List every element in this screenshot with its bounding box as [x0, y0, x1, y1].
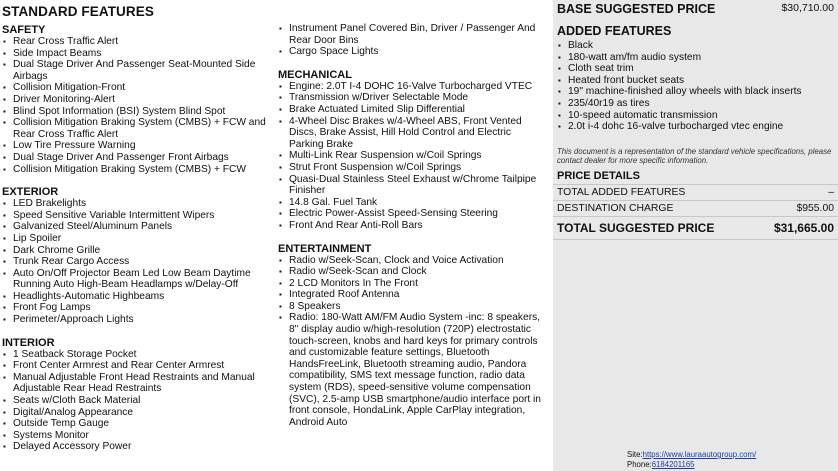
middle-column — [278, 23, 543, 428]
price-detail-row — [553, 184, 838, 200]
feature-item: ▪ Headlights-Automatic Highbeams — [2, 291, 272, 303]
feature-item: ▪ Speed Sensitive Variable Intermittent Wipers — [2, 210, 272, 222]
phone-link[interactable]: 6184201165 — [651, 459, 695, 469]
price-detail-value: – — [828, 186, 834, 198]
section-heading-safety: SAFETY — [2, 24, 46, 36]
feature-item: ▪ Driver Monitoring-Alert — [2, 94, 272, 106]
feature-item: ▪ Instrument Panel Covered Bin, Driver / Passenger And Rear Door Bins — [278, 23, 543, 46]
middle-sections — [278, 23, 543, 428]
feature-item: ▪ Dual Stage Driver And Passenger Seat-Mounted Side Airbags — [2, 59, 272, 82]
section-gap — [278, 232, 543, 243]
added-feature-item: ▪ 2.0t i-4 dohc 16-valve turbocharged vtec engine — [557, 121, 838, 133]
left-sections — [2, 24, 272, 453]
feature-item: ▪ Systems Monitor — [2, 430, 272, 442]
total-price-value: $31,665.00 — [773, 220, 834, 235]
feature-item: ▪ Electric Power-Assist Speed-Sensing Steering — [278, 208, 543, 220]
added-features-list — [553, 40, 838, 133]
pricing-panel — [553, 0, 838, 471]
feature-item: ▪ Manual Adjustable Front Head Restraints and Manual Adjustable Rear Head Restraints — [2, 372, 272, 395]
feature-item: ▪ Low Tire Pressure Warning — [2, 140, 272, 152]
feature-item: ▪ Dark Chrome Grille — [2, 245, 272, 257]
price-details-rows — [553, 184, 838, 216]
feature-item: ▪ Galvanized Steel/Aluminum Panels — [2, 221, 272, 233]
feature-item: ▪ 1 Seatback Storage Pocket — [2, 349, 272, 361]
feature-item: ▪ Cargo Space Lights — [278, 46, 543, 58]
feature-item: ▪ Lip Spoiler — [2, 233, 272, 245]
feature-item: ▪ Integrated Roof Antenna — [278, 289, 543, 301]
feature-item: ▪ Collision Mitigation Braking System (CMBS) + FCW and Rear Cross Traffic Alert — [2, 117, 272, 140]
added-feature-item: ▪ 10-speed automatic transmission — [557, 110, 838, 122]
base-price-label: BASE SUGGESTED PRICE — [557, 2, 716, 16]
feature-item: ▪ Rear Cross Traffic Alert — [2, 36, 272, 48]
feature-list — [2, 349, 272, 453]
price-detail-value: $955.00 — [796, 202, 834, 214]
added-features-heading: ADDED FEATURES — [557, 24, 672, 38]
feature-item: ▪ 2 LCD Monitors In The Front — [278, 278, 543, 290]
section-gap — [2, 326, 272, 337]
added-feature-item: ▪ Black — [557, 40, 838, 52]
base-price-row — [553, 0, 838, 16]
site-line — [627, 450, 756, 460]
feature-item: ▪ Radio w/Seek-Scan and Clock — [278, 266, 543, 278]
feature-item: ▪ Dual Stage Driver And Passenger Front Airbags — [2, 152, 272, 164]
site-label: Site: — [627, 450, 643, 459]
feature-list — [278, 255, 543, 429]
feature-item: ▪ 4-Wheel Disc Brakes w/4-Wheel ABS, Front Vented Discs, Brake Assist, Hill Hold Control and Electric Parking Brake — [278, 116, 543, 151]
feature-list — [2, 36, 272, 175]
dealer-footer — [627, 450, 756, 469]
phone-line — [627, 460, 756, 470]
section-heading-interior: INTERIOR — [2, 336, 55, 349]
feature-item: ▪ Blind Spot Information (BSI) System Blind Spot — [2, 106, 272, 118]
feature-item: ▪ Multi-Link Rear Suspension w/Coil Springs — [278, 150, 543, 162]
base-price-value: $30,710.00 — [781, 2, 834, 14]
feature-item: ▪ Brake Actuated Limited Slip Differential — [278, 104, 543, 116]
left-column — [2, 0, 272, 453]
added-feature-item: ▪ 235/40r19 as tires — [557, 98, 838, 110]
price-detail-label: TOTAL ADDED FEATURES — [557, 186, 686, 198]
feature-item: ▪ Radio w/Seek-Scan, Clock and Voice Activation — [278, 255, 543, 267]
price-detail-label: DESTINATION CHARGE — [557, 202, 674, 214]
feature-item: ▪ Strut Front Suspension w/Coil Springs — [278, 162, 543, 174]
section-gap — [2, 175, 272, 186]
feature-item: ▪ 14.8 Gal. Fuel Tank — [278, 197, 543, 209]
feature-item: ▪ Radio: 180-Watt AM/FM Audio System -inc: 8 speakers, 8" display audio w/high-resolution (720P) electrostatic touch-screen, knobs and hard keys for primary controls and customizable feature settings, Bluetooth HandsFreeLink, Bluetooth streaming audio, Pandora compatibility, SMS text message function, radio data system (RDS), speed-sensitive volume compensation (SVC), 2.5-amp USB smartphone/audio interface port in front console, HondaLink, Apple CarPlay integration, Android Auto — [278, 312, 543, 428]
disclaimer: This document is a representation of the standard vehicle specifications, please contact dealer for more specific information. — [557, 146, 832, 166]
feature-item: ▪ Side Impact Beams — [2, 48, 272, 60]
section-heading-exterior: EXTERIOR — [2, 186, 59, 199]
total-price-label: TOTAL SUGGESTED PRICE — [557, 220, 715, 235]
feature-item: ▪ Transmission w/Driver Selectable Mode — [278, 92, 543, 104]
added-feature-item: ▪ 180-watt am/fm audio system — [557, 52, 838, 64]
feature-item: ▪ Perimeter/Approach Lights — [2, 314, 272, 326]
feature-item: ▪ Collision Mitigation Braking System (CMBS) + FCW — [2, 164, 272, 176]
added-feature-item: ▪ 19" machine-finished alloy wheels with black inserts — [557, 86, 838, 98]
section-heading-mechanical: MECHANICAL — [278, 68, 352, 81]
feature-list — [278, 81, 543, 232]
feature-item: ▪ Collision Mitigation-Front — [2, 82, 272, 94]
section-heading-entertainment: ENTERTAINMENT — [278, 242, 372, 255]
feature-list — [2, 198, 272, 326]
feature-item: ▪ Delayed Accessory Power — [2, 441, 272, 453]
feature-item: ▪ Front And Rear Anti-Roll Bars — [278, 220, 543, 232]
feature-item: ▪ Front Fog Lamps — [2, 302, 272, 314]
feature-item: ▪ Auto On/Off Projector Beam Led Low Beam Daytime Running Auto High-Beam Headlamps w/Delay-Off — [2, 268, 272, 291]
site-link[interactable]: https://www.lauraautogroup.com/ — [642, 450, 757, 459]
feature-item: ▪ Engine: 2.0T I-4 DOHC 16-Valve Turbocharged VTEC — [278, 81, 543, 93]
feature-item: ▪ Digital/Analog Appearance — [2, 407, 272, 419]
feature-item: ▪ Front Center Armrest and Rear Center Armrest — [2, 360, 272, 372]
added-feature-item: ▪ Heated front bucket seats — [557, 75, 838, 87]
added-feature-item: ▪ Cloth seat trim — [557, 63, 838, 75]
page-title: STANDARD FEATURES — [2, 4, 154, 19]
feature-item: ▪ 8 Speakers — [278, 301, 543, 313]
feature-list — [278, 23, 543, 58]
feature-item: ▪ Outside Temp Gauge — [2, 418, 272, 430]
section-gap — [278, 58, 543, 69]
feature-item: ▪ Seats w/Cloth Back Material — [2, 395, 272, 407]
price-detail-row — [553, 200, 838, 216]
total-price-row — [553, 216, 838, 240]
feature-item: ▪ Quasi-Dual Stainless Steel Exhaust w/Chrome Tailpipe Finisher — [278, 174, 543, 197]
feature-item: ▪ Trunk Rear Cargo Access — [2, 256, 272, 268]
phone-label: Phone: — [627, 459, 652, 469]
feature-item: ▪ LED Brakelights — [2, 198, 272, 210]
price-details-heading: PRICE DETAILS — [557, 169, 640, 182]
